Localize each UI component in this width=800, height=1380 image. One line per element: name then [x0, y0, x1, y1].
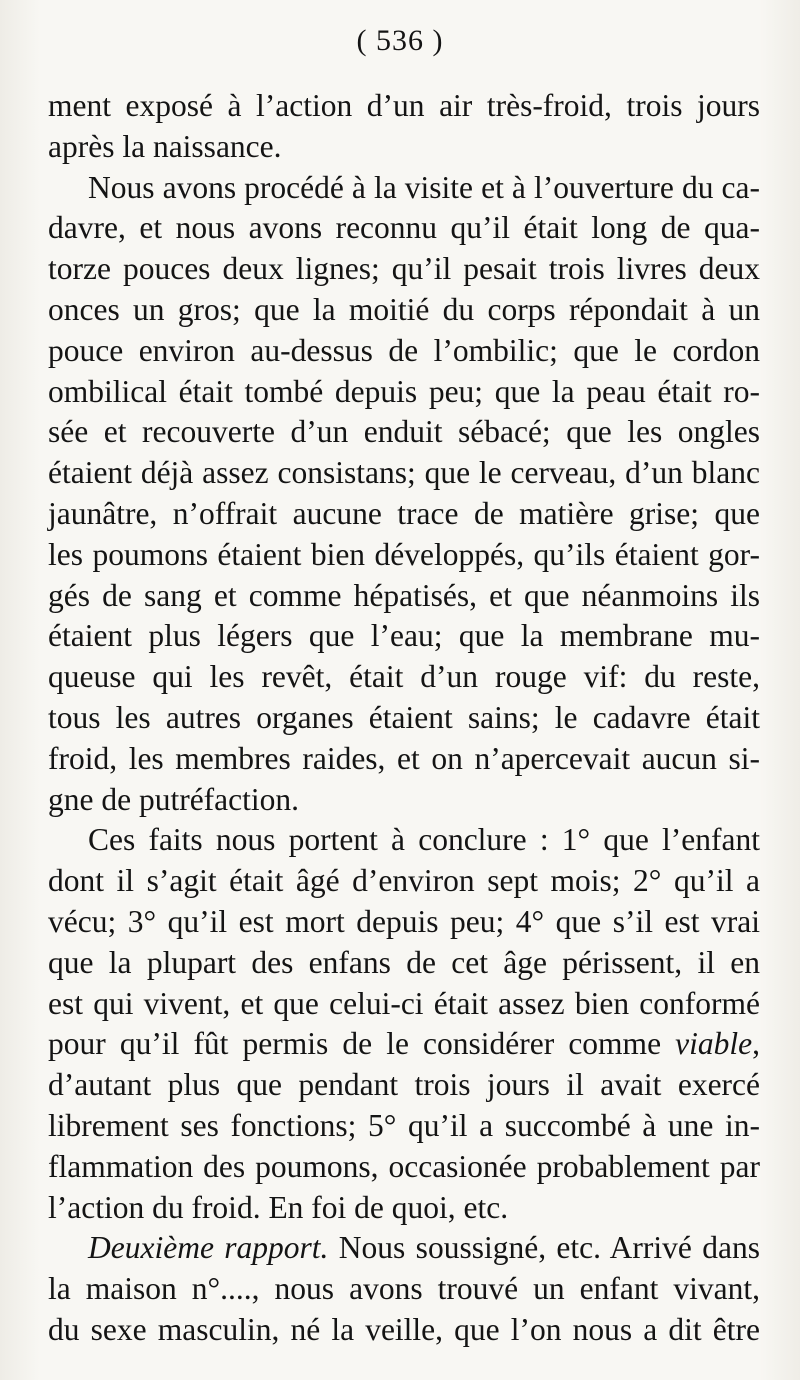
italic-text: viable	[675, 1026, 753, 1062]
text-line: torze pouces deux lignes; qu’il pesait trois livres deux	[48, 251, 760, 287]
text-line: gne de putréfaction.	[48, 781, 300, 817]
text-line: flammation des poumons, occasionée probablement par	[48, 1148, 760, 1184]
text-line: dont il s’agit était âgé d’environ sept mois; 2° qu’il a	[48, 863, 760, 899]
text-line: librement ses fonctions; 5° qu’il a succombé à une in-	[48, 1108, 760, 1143]
text-line: après la naissance.	[48, 128, 282, 164]
text-line: est qui vivent, et que celui-ci était assez bien conformé	[48, 985, 760, 1021]
text-line: davre, et nous avons reconnu qu’il était long de qua-	[48, 210, 760, 246]
text-line: les poumons étaient bien développés, qu’ils étaient gor-	[48, 536, 760, 572]
text-line: sée et recouverte d’un enduit sébacé; que les ongles	[48, 414, 760, 450]
italic-text: Deuxième rapport.	[88, 1230, 329, 1266]
text-line: que la plupart des enfans de cet âge périssent, il en	[48, 944, 760, 980]
text-line: étaient plus légers que l’eau; que la membrane mu-	[48, 618, 760, 654]
text-line: ombilical était tombé depuis peu; que la peau était ro-	[48, 373, 760, 409]
text-line: Nous avons procédé à la visite et à l’ouverture du ca-	[88, 169, 760, 205]
text-line: pour qu’il fût permis de le considérer comme viable,	[48, 1026, 760, 1062]
text-line: vécu; 3° qu’il est mort depuis peu; 4° que s’il est vrai	[48, 904, 760, 939]
text-line: du sexe masculin, né la veille, que l’on nous a dit être	[48, 1312, 760, 1347]
text-line: l’action du froid. En foi de quoi, etc.	[48, 1189, 509, 1225]
text-line: pouce environ au-dessus de l’ombilic; que le cordon	[48, 332, 760, 368]
text-line: étaient déjà assez consistans; que le cerveau, d’un blanc	[48, 455, 760, 491]
text-line: d’autant plus que pendant trois jours il avait exercé	[48, 1067, 760, 1103]
text-line: onces un gros; que la moitié du corps répondait à un	[48, 292, 760, 327]
text-line: la maison n°...., nous avons trouvé un enfant vivant,	[48, 1271, 760, 1307]
text-line: Deuxième rapport. Nous soussigné, etc. Arrivé dans	[88, 1230, 760, 1266]
text-line: ment exposé à l’action d’un air très-froid, trois jours	[48, 88, 760, 123]
text-line: gés de sang et comme hépatisés, et que néanmoins ils	[48, 577, 760, 613]
text-line: Ces faits nous portent à conclure : 1° que l’enfant	[88, 822, 760, 858]
text-line: tous les autres organes étaient sains; le cadavre était	[48, 700, 760, 735]
page-number: ( 536 )	[356, 24, 444, 57]
text-line: queuse qui les revêt, était d’un rouge vif: du reste,	[48, 659, 760, 695]
text-line: froid, les membres raides, et on n’apercevait aucun si-	[48, 740, 760, 776]
text-line: jaunâtre, n’offrait aucune trace de matière grise; que	[48, 496, 760, 531]
